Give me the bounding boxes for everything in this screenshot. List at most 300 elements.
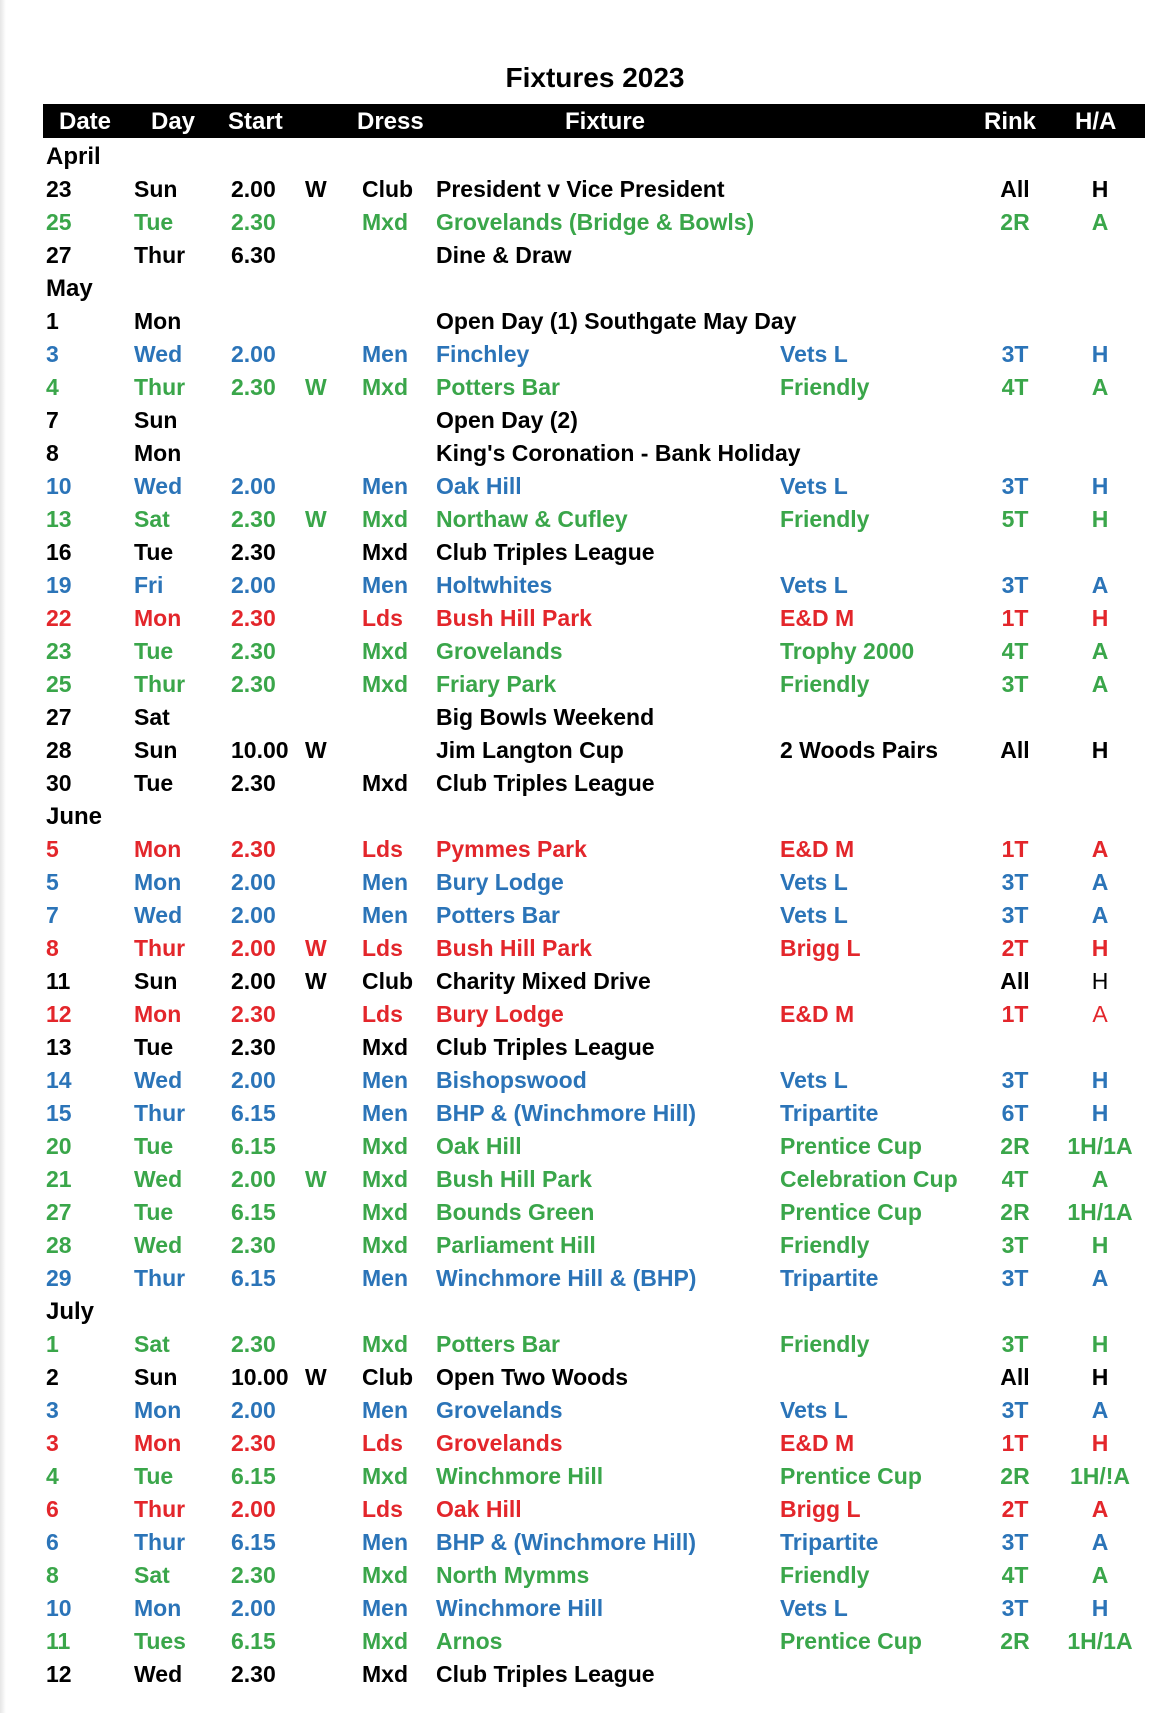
fixture-start-time: 6.15 (231, 1463, 276, 1489)
fixture-name: Open Two Woods (436, 1364, 629, 1390)
header-rink: Rink (984, 108, 1037, 135)
fixture-name: Grovelands (436, 1430, 563, 1456)
fixture-start-time: 2.00 (231, 1067, 276, 1093)
table-row (0, 899, 1163, 932)
fixture-rink: 3T (1001, 572, 1029, 598)
table-row (0, 668, 1163, 701)
fixture-name: Bush Hill Park (436, 1166, 592, 1192)
fixture-dress: Mxd (362, 1166, 408, 1192)
fixture-dress: Mxd (362, 1133, 408, 1159)
fixture-competition: Tripartite (780, 1529, 879, 1555)
fixture-name: Northaw & Cufley (436, 506, 628, 532)
table-row (0, 1229, 1163, 1262)
fixture-home-away: A (1091, 902, 1109, 928)
fixture-competition: Tripartite (780, 1100, 879, 1126)
fixture-date: 20 (46, 1133, 72, 1159)
fixture-day: Tue (134, 1034, 174, 1060)
fixture-start-time: 2.30 (231, 1001, 276, 1027)
fixture-home-away: A (1091, 374, 1109, 400)
fixture-rink: 3T (1001, 1331, 1029, 1357)
fixture-home-away: A (1091, 209, 1109, 235)
table-row (0, 1196, 1163, 1229)
fixture-date: 13 (46, 1034, 72, 1060)
fixture-day: Tue (134, 539, 174, 565)
fixture-home-away: H (1091, 1100, 1109, 1126)
fixture-whites-flag: W (305, 1166, 327, 1192)
table-row (0, 932, 1163, 965)
fixture-rink: 4T (1001, 1166, 1029, 1192)
fixture-day: Wed (134, 473, 183, 499)
fixture-start-time: 2.00 (231, 968, 276, 994)
fixture-date: 25 (46, 671, 72, 697)
fixture-home-away: H (1091, 176, 1109, 202)
table-row (0, 1262, 1163, 1295)
header-home-away: H/A (1075, 108, 1117, 135)
fixture-date: 11 (46, 1628, 71, 1654)
month-heading (0, 272, 1163, 305)
fixture-date: 27 (46, 242, 72, 268)
fixture-date: 11 (46, 968, 71, 994)
fixture-dress: Men (362, 869, 408, 895)
table-row (0, 602, 1163, 635)
fixture-day: Thur (134, 1100, 186, 1126)
fixture-start-time: 6.15 (231, 1133, 276, 1159)
fixture-dress: Club (362, 968, 414, 994)
fixture-competition: E&D M (780, 1001, 855, 1027)
fixture-start-time: 2.00 (231, 176, 276, 202)
fixture-rink: 6T (1001, 1100, 1029, 1126)
fixture-home-away: H (1091, 935, 1109, 961)
fixture-name: Jim Langton Cup (436, 737, 624, 763)
fixtures-table (0, 140, 1163, 1691)
fixture-home-away: H (1091, 473, 1109, 499)
fixture-date: 25 (46, 209, 72, 235)
fixture-start-time: 2.00 (231, 902, 276, 928)
table-row (0, 1328, 1163, 1361)
fixture-dress: Lds (362, 935, 403, 961)
fixture-date: 12 (46, 1661, 72, 1687)
table-row (0, 1394, 1163, 1427)
fixture-competition: Friendly (780, 374, 870, 400)
fixture-date: 19 (46, 572, 72, 598)
header-start: Start (228, 108, 283, 135)
fixture-rink: 3T (1001, 902, 1029, 928)
fixture-start-time: 6.15 (231, 1628, 276, 1654)
table-row (0, 635, 1163, 668)
table-row (0, 569, 1163, 602)
month-label: May (46, 275, 93, 302)
fixture-dress: Men (362, 341, 408, 367)
fixture-day: Tue (134, 1133, 174, 1159)
fixture-day: Mon (134, 1595, 182, 1621)
fixture-day: Wed (134, 902, 183, 928)
fixture-date: 22 (46, 605, 72, 631)
fixture-home-away: A (1091, 1166, 1109, 1192)
fixture-start-time: 2.30 (231, 1430, 276, 1456)
fixture-home-away: H (1091, 605, 1109, 631)
fixture-day: Thur (134, 242, 186, 268)
table-row (0, 470, 1163, 503)
month-heading (0, 800, 1163, 833)
fixture-date: 14 (46, 1067, 72, 1093)
fixture-date: 1 (46, 308, 59, 334)
fixture-day: Fri (134, 572, 164, 598)
fixture-start-time: 2.30 (231, 1661, 276, 1687)
fixture-rink: 4T (1001, 1562, 1029, 1588)
fixture-rink: 5T (1001, 506, 1029, 532)
fixture-competition: Vets L (780, 473, 848, 499)
fixture-start-time: 10.00 (231, 1364, 289, 1390)
fixture-home-away: 1H/1A (1067, 1628, 1133, 1654)
fixture-start-time: 2.30 (231, 1562, 276, 1588)
fixture-name: Open Day (1) Southgate May Day (436, 308, 797, 334)
fixture-start-time: 2.30 (231, 209, 276, 235)
fixture-start-time: 2.30 (231, 671, 276, 697)
fixture-competition: Prentice Cup (780, 1463, 922, 1489)
header-date: Date (59, 108, 112, 135)
fixture-date: 4 (46, 374, 59, 400)
fixture-competition: Trophy 2000 (780, 638, 915, 664)
fixture-day: Thur (134, 1496, 186, 1522)
fixture-competition: E&D M (780, 605, 855, 631)
fixture-start-time: 2.30 (231, 1034, 276, 1060)
fixture-date: 7 (46, 407, 59, 433)
fixture-dress: Men (362, 1100, 408, 1126)
fixture-home-away: H (1091, 968, 1109, 994)
month-heading (0, 140, 1163, 173)
fixture-name: King's Coronation - Bank Holiday (436, 440, 801, 466)
fixture-home-away: A (1091, 1496, 1109, 1522)
fixture-day: Sun (134, 737, 178, 763)
fixture-whites-flag: W (305, 737, 327, 763)
fixture-home-away: A (1091, 836, 1109, 862)
fixture-dress: Mxd (362, 1628, 408, 1654)
fixture-day: Mon (134, 308, 182, 334)
fixture-date: 29 (46, 1265, 72, 1291)
fixture-dress: Mxd (362, 1661, 408, 1687)
fixture-day: Tue (134, 638, 174, 664)
fixture-name: Club Triples League (436, 539, 655, 565)
fixture-whites-flag: W (305, 374, 327, 400)
fixture-start-time: 2.00 (231, 869, 276, 895)
fixture-competition: Friendly (780, 1232, 870, 1258)
fixture-dress: Mxd (362, 1034, 408, 1060)
fixture-rink: 3T (1001, 1397, 1029, 1423)
fixture-competition: Friendly (780, 506, 870, 532)
table-row (0, 767, 1163, 800)
fixture-rink: All (1000, 737, 1030, 763)
fixture-home-away: H (1091, 506, 1109, 532)
table-row (0, 206, 1163, 239)
fixture-name: Finchley (436, 341, 530, 367)
fixture-name: Friary Park (436, 671, 557, 697)
fixture-start-time: 6.15 (231, 1100, 276, 1126)
fixture-day: Mon (134, 440, 182, 466)
fixture-name: Winchmore Hill (436, 1463, 604, 1489)
fixture-dress: Mxd (362, 1199, 408, 1225)
fixture-competition: Vets L (780, 902, 848, 928)
fixture-date: 1 (46, 1331, 59, 1357)
fixture-name: Pymmes Park (436, 836, 587, 862)
fixture-date: 21 (46, 1166, 72, 1192)
fixture-day: Wed (134, 1067, 183, 1093)
fixture-rink: 4T (1001, 638, 1029, 664)
table-row (0, 1163, 1163, 1196)
fixture-competition: Prentice Cup (780, 1628, 922, 1654)
table-row (0, 1559, 1163, 1592)
fixture-date: 5 (46, 869, 59, 895)
fixture-rink: 1T (1001, 836, 1029, 862)
fixture-name: Holtwhites (436, 572, 553, 598)
fixture-rink: 3T (1001, 1265, 1029, 1291)
month-label: April (46, 143, 101, 170)
fixture-date: 15 (46, 1100, 72, 1126)
fixture-dress: Men (362, 1595, 408, 1621)
fixture-home-away: H (1091, 341, 1109, 367)
fixture-date: 23 (46, 638, 72, 664)
fixture-competition: Tripartite (780, 1265, 879, 1291)
fixture-competition: Vets L (780, 1595, 848, 1621)
fixture-day: Mon (134, 605, 182, 631)
fixture-rink: 2R (1000, 1133, 1030, 1159)
fixture-rink: 1T (1001, 605, 1029, 631)
fixture-dress: Mxd (362, 1463, 408, 1489)
fixture-name: Club Triples League (436, 1034, 655, 1060)
fixture-competition: E&D M (780, 1430, 855, 1456)
fixture-name: Winchmore Hill (436, 1595, 604, 1621)
table-row (0, 1526, 1163, 1559)
fixture-home-away: H (1091, 1595, 1109, 1621)
fixture-date: 3 (46, 1397, 59, 1423)
fixture-day: Mon (134, 1001, 182, 1027)
fixture-name: Club Triples League (436, 770, 655, 796)
fixture-name: Club Triples League (436, 1661, 655, 1687)
fixture-dress: Mxd (362, 374, 408, 400)
table-row (0, 1064, 1163, 1097)
month-label: June (46, 803, 103, 830)
table-row (0, 1097, 1163, 1130)
fixture-date: 10 (46, 473, 72, 499)
fixture-name: North Mymms (436, 1562, 590, 1588)
fixture-home-away: H (1091, 1430, 1109, 1456)
fixture-day: Sat (134, 1331, 170, 1357)
fixture-start-time: 2.00 (231, 1496, 276, 1522)
fixture-date: 10 (46, 1595, 72, 1621)
table-row (0, 503, 1163, 536)
fixture-competition: Friendly (780, 1331, 870, 1357)
fixture-name: Oak Hill (436, 1133, 522, 1159)
fixture-name: BHP & (Winchmore Hill) (436, 1529, 697, 1555)
fixture-day: Thur (134, 935, 186, 961)
fixture-whites-flag: W (305, 1364, 327, 1390)
fixture-home-away: A (1091, 1529, 1109, 1555)
fixture-dress: Lds (362, 1001, 403, 1027)
fixture-day: Mon (134, 836, 182, 862)
fixture-dress: Mxd (362, 1562, 408, 1588)
fixture-date: 8 (46, 935, 59, 961)
fixture-home-away: H (1091, 1364, 1109, 1390)
fixture-day: Tue (134, 770, 174, 796)
header-day: Day (151, 108, 196, 135)
fixture-rink: 3T (1001, 1595, 1029, 1621)
fixture-whites-flag: W (305, 935, 327, 961)
fixture-home-away: 1H/!A (1069, 1463, 1131, 1489)
fixture-start-time: 2.30 (231, 638, 276, 664)
fixture-competition: Vets L (780, 1397, 848, 1423)
fixture-home-away: H (1091, 1067, 1109, 1093)
fixture-day: Mon (134, 1430, 182, 1456)
fixture-name: Bury Lodge (436, 1001, 564, 1027)
table-row (0, 305, 1163, 338)
fixture-home-away: A (1091, 572, 1109, 598)
fixture-day: Thur (134, 1529, 186, 1555)
fixture-rink: 4T (1001, 374, 1029, 400)
fixture-rink: 3T (1001, 1232, 1029, 1258)
fixture-name: Potters Bar (436, 902, 560, 928)
fixture-date: 6 (46, 1529, 59, 1555)
fixture-dress: Mxd (362, 506, 408, 532)
fixture-competition: Celebration Cup (780, 1166, 958, 1192)
fixture-day: Mon (134, 1397, 182, 1423)
fixture-name: Arnos (436, 1628, 503, 1654)
fixture-dress: Mxd (362, 770, 408, 796)
fixture-name: Open Day (2) (436, 407, 578, 433)
fixture-rink: 3T (1001, 869, 1029, 895)
fixture-name: Parliament Hill (436, 1232, 596, 1258)
fixture-rink: 3T (1001, 1067, 1029, 1093)
fixture-start-time: 2.00 (231, 341, 276, 367)
fixture-name: Big Bowls Weekend (436, 704, 655, 730)
fixture-date: 5 (46, 836, 59, 862)
fixture-rink: All (1000, 1364, 1030, 1390)
fixture-date: 2 (46, 1364, 59, 1390)
fixture-competition: Brigg L (780, 935, 861, 961)
fixture-home-away: A (1091, 671, 1109, 697)
fixture-rink: All (1000, 176, 1030, 202)
fixture-competition: Vets L (780, 1067, 848, 1093)
fixture-start-time: 2.00 (231, 1397, 276, 1423)
table-row (0, 173, 1163, 206)
fixture-start-time: 2.30 (231, 539, 276, 565)
fixture-name: Charity Mixed Drive (436, 968, 651, 994)
fixture-start-time: 6.15 (231, 1265, 276, 1291)
fixture-dress: Mxd (362, 1331, 408, 1357)
fixture-start-time: 2.00 (231, 572, 276, 598)
fixture-date: 6 (46, 1496, 59, 1522)
fixture-day: Thur (134, 1265, 186, 1291)
fixture-day: Tues (134, 1628, 186, 1654)
fixture-whites-flag: W (305, 176, 327, 202)
fixture-day: Sat (134, 506, 170, 532)
fixture-date: 23 (46, 176, 72, 202)
fixture-dress: Lds (362, 605, 403, 631)
fixture-date: 30 (46, 770, 72, 796)
fixture-rink: All (1000, 968, 1030, 994)
table-row (0, 1658, 1163, 1691)
fixture-start-time: 2.30 (231, 770, 276, 796)
fixture-start-time: 2.00 (231, 473, 276, 499)
fixture-dress: Mxd (362, 1232, 408, 1258)
fixture-name: Grovelands (436, 638, 563, 664)
fixture-day: Wed (134, 1166, 183, 1192)
fixture-date: 8 (46, 1562, 59, 1588)
fixture-dress: Mxd (362, 539, 408, 565)
fixture-name: Grovelands (Bridge & Bowls) (436, 209, 755, 235)
fixture-rink: 2R (1000, 1628, 1030, 1654)
fixture-name: Bishopswood (436, 1067, 587, 1093)
fixture-name: BHP & (Winchmore Hill) (436, 1100, 697, 1126)
table-row (0, 734, 1163, 767)
fixture-home-away: A (1091, 1397, 1109, 1423)
fixture-date: 13 (46, 506, 72, 532)
table-row (0, 1361, 1163, 1394)
fixture-start-time: 10.00 (231, 737, 289, 763)
table-header (43, 104, 1145, 138)
fixture-name: Winchmore Hill & (BHP) (436, 1265, 697, 1291)
fixture-day: Wed (134, 1232, 183, 1258)
fixture-name: Bounds Green (436, 1199, 595, 1225)
table-row (0, 371, 1163, 404)
fixture-day: Sat (134, 1562, 170, 1588)
fixture-name: Bush Hill Park (436, 935, 592, 961)
fixture-dress: Men (362, 1529, 408, 1555)
table-row (0, 1460, 1163, 1493)
table-row (0, 1625, 1163, 1658)
fixture-home-away: H (1091, 1232, 1109, 1258)
fixture-dress: Men (362, 1265, 408, 1291)
fixture-competition: 2 Woods Pairs (780, 737, 939, 763)
fixture-day: Sun (134, 407, 178, 433)
fixture-name: President v Vice President (436, 176, 725, 202)
fixture-start-time: 2.00 (231, 1595, 276, 1621)
fixture-rink: 3T (1001, 341, 1029, 367)
fixture-day: Mon (134, 869, 182, 895)
fixture-day: Tue (134, 209, 174, 235)
page-title: Fixtures 2023 (505, 62, 685, 93)
fixture-start-time: 2.30 (231, 1232, 276, 1258)
table-row (0, 965, 1163, 998)
table-row (0, 1427, 1163, 1460)
fixture-dress: Men (362, 572, 408, 598)
fixture-home-away: 1H/1A (1067, 1199, 1133, 1225)
fixture-date: 3 (46, 341, 59, 367)
fixture-rink: 3T (1001, 1529, 1029, 1555)
fixture-name: Oak Hill (436, 473, 522, 499)
table-row (0, 1031, 1163, 1064)
fixture-date: 3 (46, 1430, 59, 1456)
fixture-home-away: A (1092, 1001, 1108, 1027)
fixture-start-time: 2.30 (231, 506, 276, 532)
fixture-name: Bush Hill Park (436, 605, 592, 631)
fixture-day: Thur (134, 374, 186, 400)
fixture-rink: 1T (1001, 1001, 1029, 1027)
table-row (0, 1130, 1163, 1163)
fixture-rink: 2R (1000, 1463, 1030, 1489)
fixture-home-away: A (1091, 1265, 1109, 1291)
fixture-name: Bury Lodge (436, 869, 564, 895)
fixture-dress: Lds (362, 1496, 403, 1522)
fixture-home-away: H (1091, 737, 1109, 763)
fixture-start-time: 6.15 (231, 1529, 276, 1555)
fixture-start-time: 6.30 (231, 242, 276, 268)
fixture-rink: 2R (1000, 209, 1030, 235)
table-row (0, 338, 1163, 371)
fixture-date: 28 (46, 1232, 72, 1258)
fixture-day: Thur (134, 671, 186, 697)
fixture-dress: Mxd (362, 638, 408, 664)
fixture-rink: 2T (1001, 935, 1029, 961)
fixture-start-time: 2.30 (231, 605, 276, 631)
